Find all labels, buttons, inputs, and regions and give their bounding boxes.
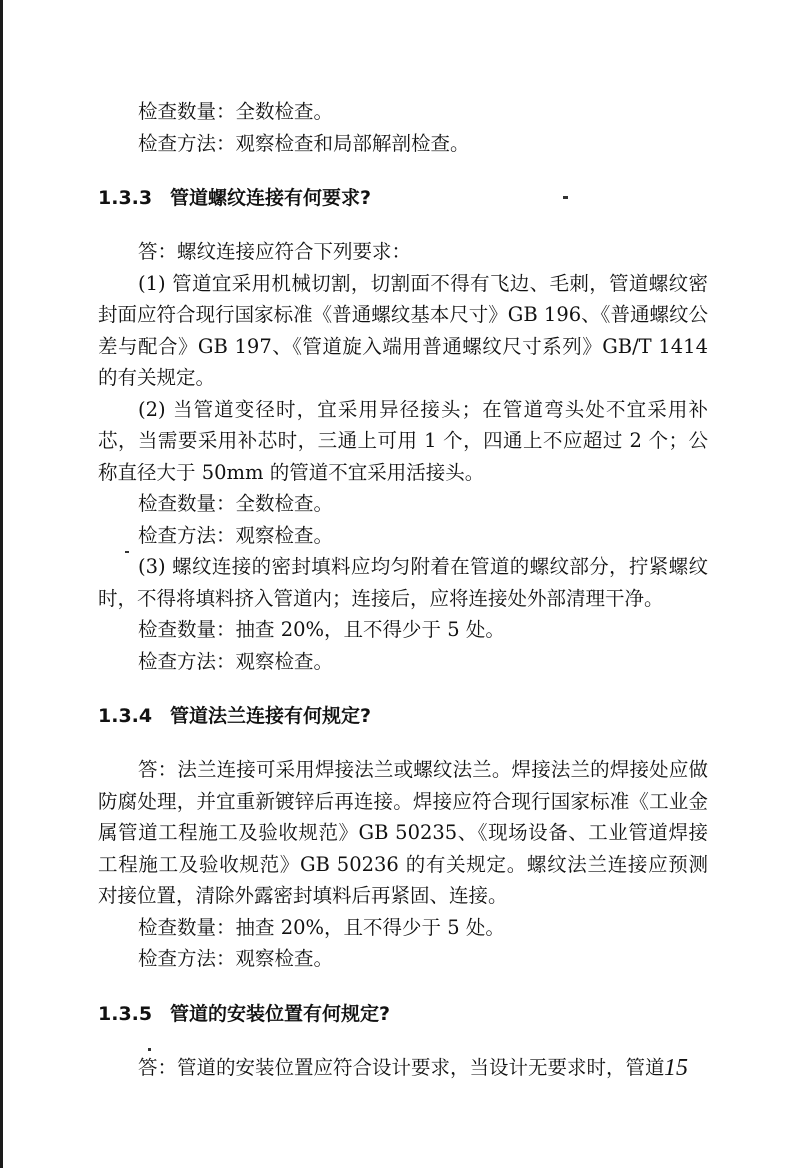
section-heading-1-3-3 [98, 183, 708, 214]
check-method-line: 检查方法：观察检查。 [138, 947, 334, 970]
check-quantity-line: 检查数量：抽查 20%，且不得少于 5 处。 [138, 618, 505, 641]
requirement-item-1: (1) 管道宜采用机械切割，切割面不得有飞边、毛刺，管道螺纹密封面应符合现行国家标准《普通螺纹基本尺寸》GB 196、《普通螺纹公差与配合》GB 197、《管道旋入端用普通螺纹尺寸系列》GB/T 1414 的有关规定。 [98, 271, 708, 389]
section-title: 管道的安装位置有何规定? [170, 1002, 391, 1025]
check-method-line: 检查方法：观察检查和局部解剖检查。 [138, 131, 470, 155]
position-answer: 答：管道的安装位置应符合设计要求，当设计无要求时，管道 [138, 1055, 665, 1079]
scan-speck [563, 196, 568, 199]
flange-answer: 答：法兰连接可采用焊接法兰或螺纹法兰。焊接法兰的焊接处应做防腐处理，并宜重新镀锌后再连接。焊接应符合现行国家标准《工业金属管道工程施工及验收规范》GB 50235、《现场设备、工业管道焊接工程施工及验收规范》GB 50236 的有关规定。螺纹法兰连接应预测对接位置，清除外露密封填料后再紧固、连接。 [98, 758, 708, 907]
check-quantity-line: 检查数量：全数检查。 [138, 100, 334, 123]
scan-speck [148, 1048, 151, 1051]
page-body [98, 96, 708, 1083]
check-quantity-line: 检查数量：全数检查。 [138, 492, 334, 515]
check-quantity-line: 检查数量：抽查 20%，且不得少于 5 处。 [138, 915, 505, 939]
section-heading-1-3-5 [98, 999, 708, 1030]
section-heading-1-3-4 [98, 701, 708, 732]
section-number: 1.3.3 [98, 187, 153, 209]
requirement-item-2: (2) 当管道变径时，宜采用异径接头；在管道弯头处不宜采用补芯，当需要采用补芯时，三通上可用 1 个，四通上不应超过 2 个；公称直径大于 50mm 的管道不宜采用活接头。 [98, 397, 708, 484]
page-number: 15 [664, 1055, 688, 1081]
page-edge-rule [0, 0, 3, 1168]
check-method-line: 检查方法：观察检查。 [138, 649, 334, 673]
section-title: 管道螺纹连接有何要求? [170, 187, 372, 209]
requirement-item-3: (3) 螺纹连接的密封填料应均匀附着在管道的螺纹部分，拧紧螺纹时，不得将填料挤入管道内；连接后，应将连接处外部清理干净。 [98, 555, 708, 610]
section-number: 1.3.4 [98, 705, 153, 727]
scan-speck [125, 551, 129, 553]
section-number: 1.3.5 [98, 1002, 153, 1025]
answer-intro: 答：螺纹连接应符合下列要求： [138, 240, 412, 263]
section-title: 管道法兰连接有何规定? [170, 705, 372, 727]
check-method-line: 检查方法：观察检查。 [138, 523, 334, 547]
